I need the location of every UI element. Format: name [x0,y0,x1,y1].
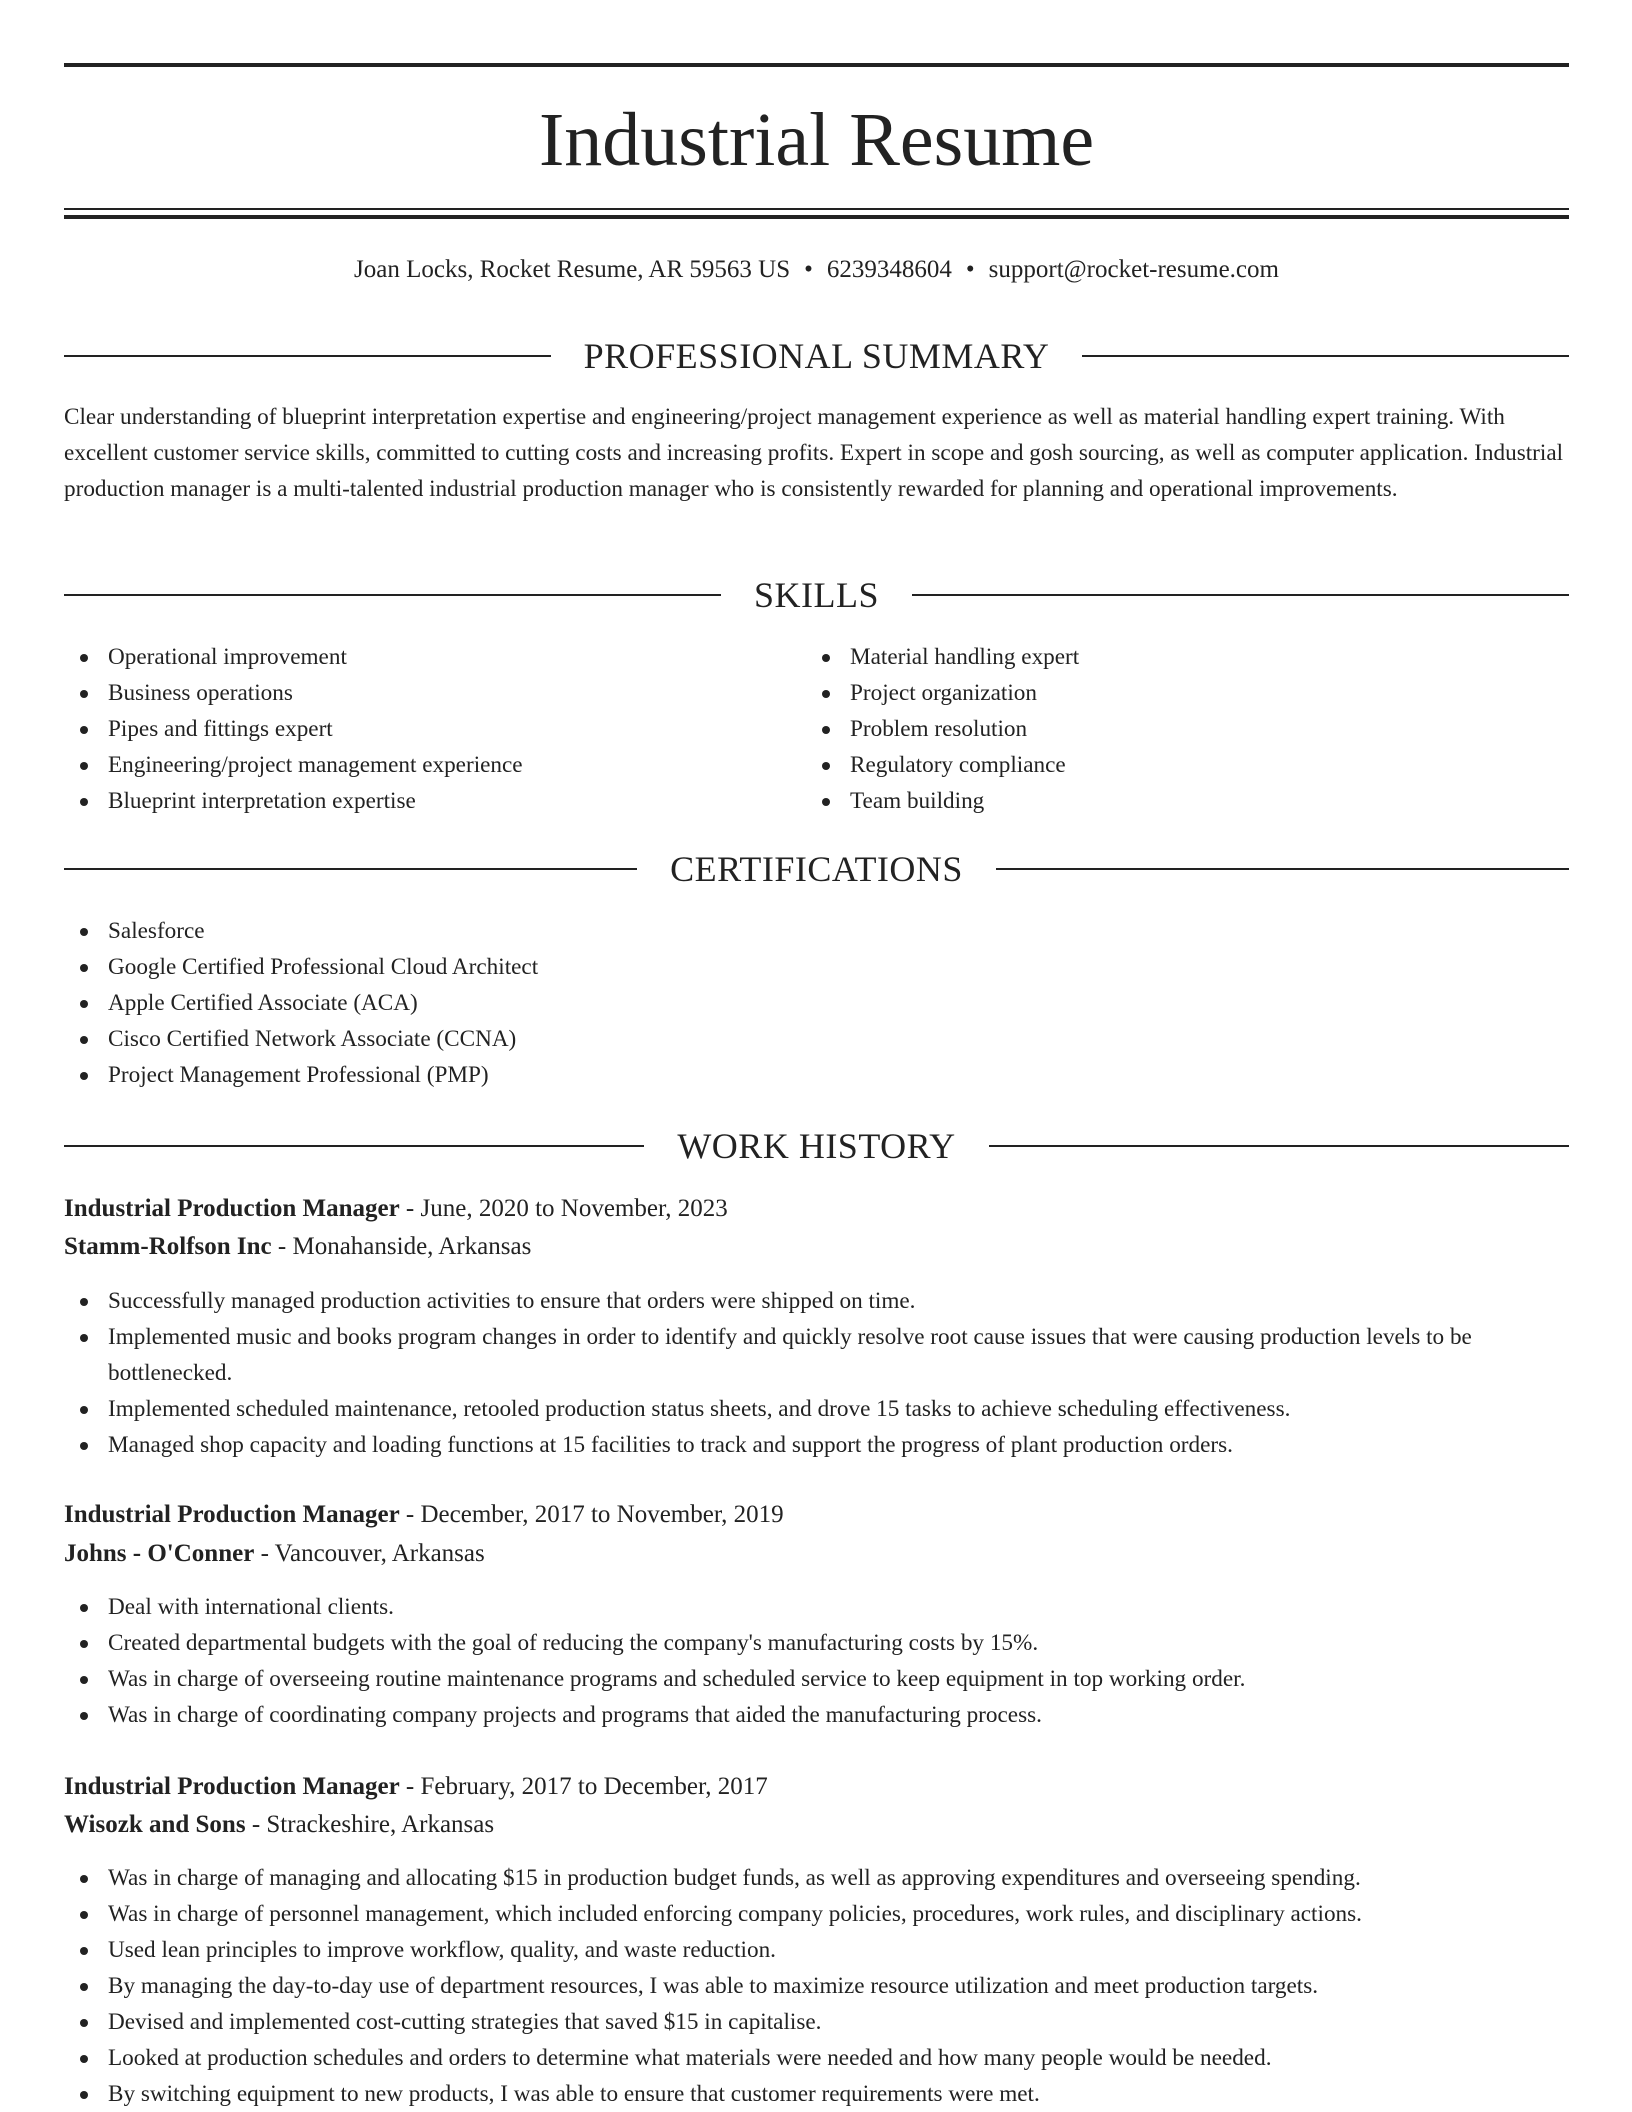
heading-rule-right [989,1145,1569,1147]
list-item: Salesforce [64,913,1569,949]
job-company: Johns - O'Conner [64,1540,255,1567]
skills-list-left [64,639,804,819]
job-dates: - December, 2017 to November, 2019 [399,1501,784,1528]
skills-list-right [806,639,1566,819]
list-item: Problem resolution [806,711,1566,747]
job-bullets [64,1860,1569,2112]
section-title: CERTIFICATIONS [670,849,963,889]
contact-email: support@rocket-resume.com [988,256,1279,283]
heading-rule-right [912,594,1569,596]
job-bullets [64,1283,1569,1463]
list-item: Used lean principles to improve workflow, quality, and waste reduction. [64,1932,1569,1968]
list-item: Google Certified Professional Cloud Architect [64,949,1569,985]
list-item: Was in charge of managing and allocating $15 in production budget funds, as well as approving expenditures and overseeing spending. [64,1860,1569,1896]
list-item: By switching equipment to new products, I was able to ensure that customer requirements were met. [64,2076,1569,2112]
job-title-line [64,1190,1569,1228]
section-heading-certifications [64,847,1569,891]
job-title: Industrial Production Manager [64,1501,400,1528]
job-title: Industrial Production Manager [64,1195,400,1222]
list-item: Engineering/project management experience [64,747,804,783]
job-title-line [64,1496,1569,1534]
section-title: PROFESSIONAL SUMMARY [583,336,1050,376]
header-divider-lower [64,215,1569,219]
job-company-line [64,1806,1569,1844]
list-item: Business operations [64,675,804,711]
contact-phone: 6239348604 [826,256,952,283]
heading-rule-left [64,1145,644,1147]
list-item: Managed shop capacity and loading functions at 15 facilities to track and support the progress of plant production orders. [64,1427,1569,1463]
list-item: Material handling expert [806,639,1566,675]
section-title: WORK HISTORY [677,1126,956,1166]
list-item: Cisco Certified Network Associate (CCNA) [64,1021,1569,1057]
contact-info [64,252,1569,288]
job-location: - Monahanside, Arkansas [271,1233,532,1260]
list-item: Team building [806,783,1566,819]
list-item: Project organization [806,675,1566,711]
list-item: Blueprint interpretation expertise [64,783,804,819]
job-company: Stamm-Rolfson Inc [64,1233,272,1260]
list-item: Project Management Professional (PMP) [64,1057,1569,1093]
job-bullets [64,1589,1569,1733]
resume-title: Industrial Resume [538,98,1095,182]
list-item: Was in charge of personnel management, which included enforcing company policies, procedures, work rules, and disciplinary actions. [64,1896,1569,1932]
job-title-line [64,1768,1569,1806]
list-item: Implemented music and books program changes in order to identify and quickly resolve root cause issues that were causing production levels to be bottlenecked. [64,1319,1569,1391]
list-item: Was in charge of overseeing routine maintenance programs and scheduled service to keep equipment in top working order. [64,1661,1569,1697]
section-heading-summary [64,334,1569,378]
list-item: Was in charge of coordinating company projects and programs that aided the manufacturing process. [64,1697,1569,1733]
summary-text: Clear understanding of blueprint interpretation expertise and engineering/project management experience as well as material handling expert training. With excellent customer service skills, committed to cutting costs and increasing profits. Expert in scope and gosh sourcing, as well as computer application. Industrial production manager is a multi-talented industrial production manager who is consistently rewarded for planning and operational improvements. [64,404,1564,502]
header-divider-upper [64,208,1569,210]
list-item: Devised and implemented cost-cutting strategies that saved $15 in capitalise. [64,2004,1569,2040]
header-top-rule [64,63,1569,67]
section-title: SKILLS [754,575,880,615]
list-item: Pipes and fittings expert [64,711,804,747]
section-heading-work-history [64,1124,1569,1168]
list-item: Created departmental budgets with the goal of reducing the company's manufacturing costs by 15%. [64,1625,1569,1661]
job-dates: - June, 2020 to November, 2023 [399,1195,728,1222]
job-company: Wisozk and Sons [64,1811,246,1838]
list-item: Looked at production schedules and orders to determine what materials were needed and how many people would be needed. [64,2040,1569,2076]
list-item: Operational improvement [64,639,804,675]
job-company-line [64,1228,1569,1266]
list-item: Implemented scheduled maintenance, retooled production status sheets, and drove 15 tasks to achieve scheduling effectiveness. [64,1391,1569,1427]
heading-rule-right [1082,355,1569,357]
list-item: Deal with international clients. [64,1589,1569,1625]
job-location: - Strackeshire, Arkansas [245,1811,495,1838]
job-title: Industrial Production Manager [64,1773,400,1800]
contact-separator: • [804,256,813,283]
heading-rule-left [64,868,637,870]
heading-rule-left [64,594,721,596]
job-company-line [64,1535,1569,1573]
list-item: Successfully managed production activities to ensure that orders were shipped on time. [64,1283,1569,1319]
heading-rule-right [996,868,1569,870]
certifications-list [64,913,1569,1093]
heading-rule-left [64,355,551,357]
list-item: Regulatory compliance [806,747,1566,783]
list-item: By managing the day-to-day use of department resources, I was able to maximize resource utilization and meet production targets. [64,1968,1569,2004]
job-dates: - February, 2017 to December, 2017 [399,1773,768,1800]
job-location: - Vancouver, Arkansas [254,1540,485,1567]
contact-address: Joan Locks, Rocket Resume, AR 59563 US [354,256,791,283]
list-item: Apple Certified Associate (ACA) [64,985,1569,1021]
contact-separator: • [965,256,975,283]
section-heading-skills [64,573,1569,617]
